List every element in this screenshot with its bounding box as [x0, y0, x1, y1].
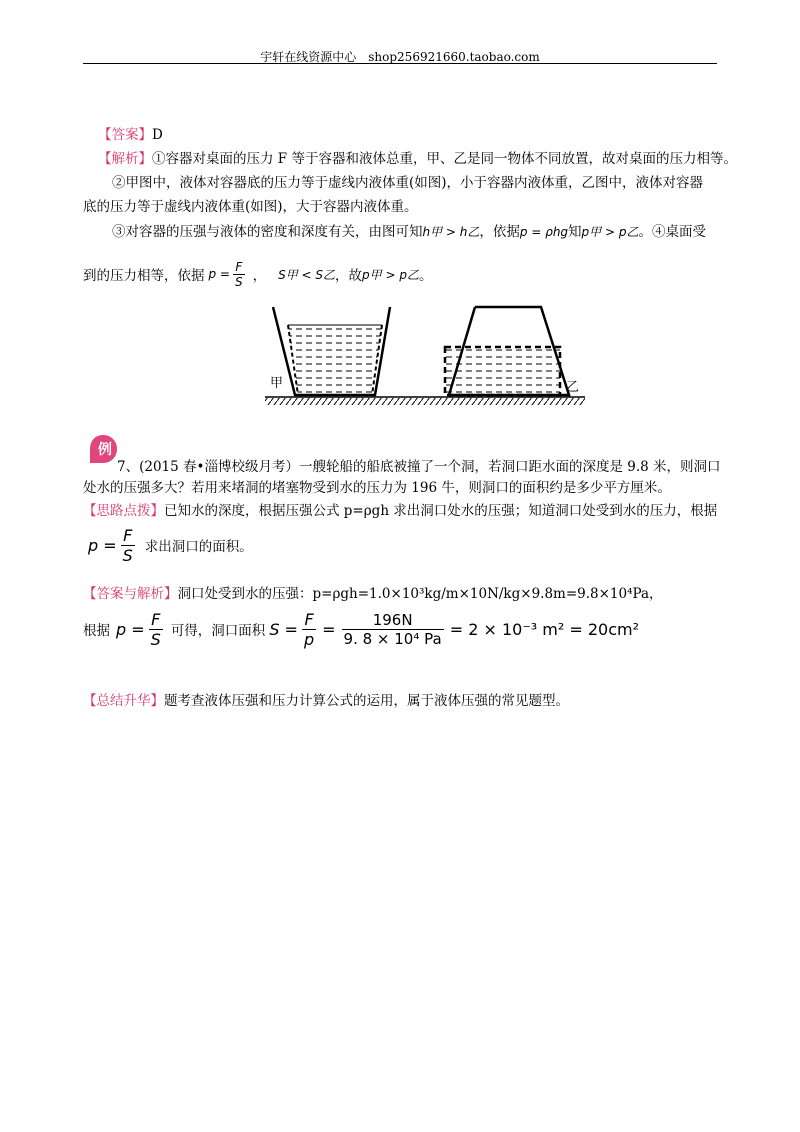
by-label: 根据	[83, 623, 110, 639]
fraction-f-over-p	[302, 610, 316, 649]
answer-analysis-tag: 【答案与解析】	[83, 586, 178, 602]
formula-text-1: 求出洞口的面积。	[144, 539, 253, 555]
summary-text: 题考查液体压强和压力计算公式的运用，属于液体压强的常见题型。	[164, 693, 569, 709]
analysis-line-5	[83, 254, 432, 294]
fraction-numerator: F	[149, 610, 163, 630]
analysis-line-4	[112, 220, 706, 240]
answer-analysis-line	[83, 582, 663, 602]
answer-analysis-text: 洞口处受到水的压强：p=ρgh=1.0×10³kg/m×10N/kg×9.8m=9.8×10⁴Pa，	[177, 586, 663, 602]
fraction-denominator: S	[122, 545, 133, 565]
analysis-line-3: 底的压力等于虚线内液体重(如图)，大于容器内液体重。	[83, 199, 418, 215]
question-line-2: 处水的压强多大？若用来堵洞的堵塞物受到水的压力为 196 牛，则洞口的面积约是多少平方厘米。	[83, 480, 671, 496]
example-badge-label: 例	[98, 442, 112, 458]
fraction-numerator: 196N	[342, 611, 444, 630]
analysis-text-5a: 到的压力相等，依据	[83, 268, 205, 284]
formula-line-1	[88, 522, 253, 568]
container-jia	[273, 307, 390, 395]
fraction-denominator: S	[235, 274, 243, 289]
formula-p-label: p =	[88, 535, 117, 555]
fraction-denominator: p	[303, 629, 315, 649]
fraction-f-over-s-3	[149, 610, 163, 649]
fraction-denominator: 9. 8 × 10⁴ Pa	[343, 629, 442, 648]
formula-pressure: p = ρhg	[519, 225, 569, 239]
formula-s-compare: S甲 < S乙	[278, 267, 336, 282]
analysis-text-4b: ，依据	[479, 224, 520, 240]
formula-p-eq: p =	[208, 267, 230, 281]
formula-text-2: 可得，洞口面积	[170, 623, 266, 639]
header-url: shop256921660.taobao.com	[368, 50, 540, 64]
fraction-f-over-s-2	[121, 526, 135, 565]
formula-h-compare: h甲 > h乙	[422, 225, 480, 239]
label-jia: 甲	[270, 376, 284, 391]
container-figure	[265, 305, 585, 407]
formula-line-2	[83, 604, 639, 654]
hint-tag: 【思路点拨】	[83, 503, 164, 519]
answer-value: D	[152, 127, 163, 143]
analysis-line-1	[98, 147, 737, 167]
analysis-comma: ，	[252, 268, 267, 284]
container-yi	[445, 307, 569, 395]
analysis-tag: 【解析】	[98, 151, 152, 167]
answer-line	[98, 123, 163, 143]
formula-s-label: S =	[269, 619, 298, 639]
fraction-numerator: F	[233, 260, 245, 275]
fraction-numerator: F	[302, 610, 316, 630]
formula-p-compare: p甲 > p乙	[581, 225, 639, 239]
fraction-value	[342, 611, 444, 648]
summary-line	[83, 689, 569, 709]
analysis-text-5b: ，故	[335, 268, 363, 284]
answer-tag: 【答案】	[98, 127, 152, 143]
question-line-1: 7、(2015 春•淄博校级月考）一艘轮船的船底被撞了一个洞，若洞口距水面的深度是 9.8 米，则洞口	[117, 459, 721, 475]
hint-line	[83, 499, 717, 519]
analysis-text-4c: 知	[568, 224, 582, 240]
formula-equals: =	[322, 619, 336, 639]
summary-tag: 【总结升华】	[83, 693, 164, 709]
formula-result: = 2 × 10⁻³ m² = 20cm²	[449, 619, 639, 639]
ground-hatch	[265, 398, 585, 405]
hint-text: 已知水的深度，根据压强公式 p=ρgh 求出洞口处水的压强；知道洞口处受到水的压力，根据	[164, 503, 718, 519]
analysis-line-2: ②甲图中，液体对容器底的压力等于虚线内液体重(如图)，小于容器内液体重，乙图中，液体对容器	[112, 175, 704, 191]
analysis-text-4d: 。④桌面受	[638, 224, 706, 240]
fraction-denominator: S	[150, 629, 161, 649]
header-rule	[83, 63, 717, 64]
label-yi: 乙	[566, 380, 580, 395]
header-site: 宇轩在线资源中心	[260, 50, 357, 64]
fraction-f-over-s	[233, 260, 245, 289]
formula-p-label-2: p =	[116, 619, 145, 639]
analysis-text-4a: ③对容器的压强与液体的密度和深度有关，由图可知	[112, 224, 423, 240]
analysis-text-1: ①容器对桌面的压力 F 等于容器和液体总重，甲、乙是同一物体不同放置，故对桌面的压力相等。	[152, 151, 737, 167]
fraction-numerator: F	[121, 526, 135, 546]
formula-p-compare-2: p甲 > p乙	[362, 267, 419, 282]
analysis-text-5c: 。	[418, 268, 433, 284]
